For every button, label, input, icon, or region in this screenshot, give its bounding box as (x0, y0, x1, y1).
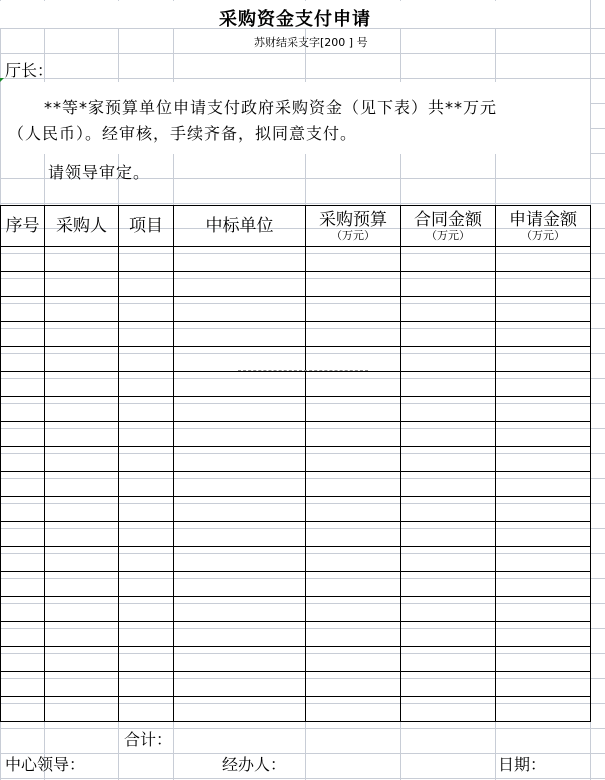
table-cell[interactable] (174, 297, 306, 322)
table-cell[interactable] (174, 497, 306, 522)
table-row (1, 422, 591, 447)
table-cell[interactable] (306, 497, 401, 522)
table-cell[interactable] (45, 472, 119, 497)
date-label: 日期： (498, 755, 547, 774)
table-cell[interactable] (496, 597, 591, 622)
table-cell[interactable] (45, 297, 119, 322)
table-cell[interactable] (174, 422, 306, 447)
table-cell[interactable] (496, 272, 591, 297)
table-row (1, 672, 591, 697)
table-cell[interactable] (401, 597, 496, 622)
table-cell[interactable] (45, 697, 119, 722)
table-cell[interactable] (1, 597, 45, 622)
table-cell[interactable] (306, 247, 401, 272)
table-cell[interactable] (306, 372, 401, 397)
table-cell[interactable] (174, 397, 306, 422)
table-cell[interactable] (306, 597, 401, 622)
col-header-budget: 采购预算 （万元） (306, 206, 401, 247)
table-row (1, 447, 591, 472)
col-header-purchaser: 采购人 (45, 206, 119, 247)
table-row (1, 647, 591, 672)
table-cell[interactable] (119, 497, 174, 522)
table-cell[interactable] (45, 322, 119, 347)
table-cell[interactable] (306, 572, 401, 597)
center-leader-label: 中心领导： (5, 755, 86, 774)
table-cell[interactable] (401, 272, 496, 297)
table-row (1, 622, 591, 647)
table-cell[interactable] (174, 572, 306, 597)
table-row (1, 697, 591, 722)
col-header-winning-bidder: 中标单位 (174, 206, 306, 247)
table-cell[interactable] (306, 672, 401, 697)
table-row (1, 472, 591, 497)
handler-label: 经办人： (222, 755, 287, 774)
table-cell[interactable] (496, 522, 591, 547)
review-request: 请领导审定。 (48, 163, 151, 182)
table-cell[interactable] (174, 322, 306, 347)
table-cell[interactable] (1, 422, 45, 447)
table-cell[interactable] (496, 322, 591, 347)
table-cell[interactable] (306, 297, 401, 322)
table-header-row (1, 206, 591, 247)
table-cell[interactable] (1, 547, 45, 572)
table-cell[interactable] (401, 247, 496, 272)
table-cell[interactable] (119, 247, 174, 272)
table-cell[interactable] (306, 397, 401, 422)
table-row (1, 497, 591, 522)
table-cell[interactable] (401, 497, 496, 522)
table-row (1, 572, 591, 597)
table-row (1, 347, 591, 372)
table-cell[interactable] (174, 597, 306, 622)
table-cell[interactable] (45, 622, 119, 647)
page-title: 采购资金支付申请 (219, 9, 371, 30)
table-cell[interactable] (119, 372, 174, 397)
table-cell[interactable] (401, 697, 496, 722)
page-break-dashed-line (238, 370, 368, 371)
table-cell[interactable] (1, 622, 45, 647)
table-cell[interactable] (119, 422, 174, 447)
cell-comment-marker (0, 78, 4, 82)
table-cell[interactable] (1, 647, 45, 672)
table-cell[interactable] (496, 697, 591, 722)
col-header-index: 序号 (1, 206, 45, 247)
table-cell[interactable] (496, 447, 591, 472)
gridline-row (0, 203, 605, 204)
table-cell[interactable] (45, 522, 119, 547)
document-number: 苏财结采支字[200 ] 号 (254, 36, 368, 49)
table-body (1, 247, 591, 722)
table-cell[interactable] (1, 247, 45, 272)
table-cell[interactable] (496, 397, 591, 422)
table-cell[interactable] (401, 572, 496, 597)
table-cell[interactable] (401, 372, 496, 397)
table-cell[interactable] (401, 297, 496, 322)
table-cell[interactable] (119, 272, 174, 297)
table-cell[interactable] (1, 572, 45, 597)
salutation: 厅长： (5, 61, 54, 80)
table-cell[interactable] (119, 572, 174, 597)
col-header-project: 项目 (119, 206, 174, 247)
table-cell[interactable] (1, 447, 45, 472)
table-row (1, 397, 591, 422)
table-row (1, 247, 591, 272)
table-cell[interactable] (45, 447, 119, 472)
table-cell[interactable] (174, 347, 306, 372)
table-cell[interactable] (119, 597, 174, 622)
table-cell[interactable] (174, 547, 306, 572)
table-cell[interactable] (496, 347, 591, 372)
table-cell[interactable] (496, 547, 591, 572)
table-cell[interactable] (401, 472, 496, 497)
table-cell[interactable] (1, 322, 45, 347)
table-cell[interactable] (401, 622, 496, 647)
table-cell[interactable] (174, 472, 306, 497)
table-cell[interactable] (119, 622, 174, 647)
table-cell[interactable] (306, 622, 401, 647)
table-cell[interactable] (174, 622, 306, 647)
table-cell[interactable] (174, 372, 306, 397)
table-cell[interactable] (1, 497, 45, 522)
table-cell[interactable] (496, 497, 591, 522)
table-cell[interactable] (496, 472, 591, 497)
table-cell[interactable] (401, 447, 496, 472)
table-cell[interactable] (401, 522, 496, 547)
table-cell[interactable] (119, 522, 174, 547)
table-cell[interactable] (45, 572, 119, 597)
table-cell[interactable] (401, 397, 496, 422)
table-cell[interactable] (306, 272, 401, 297)
table-cell[interactable] (119, 647, 174, 672)
table-cell[interactable] (45, 672, 119, 697)
table-cell[interactable] (401, 422, 496, 447)
payment-table (0, 205, 591, 722)
table-cell[interactable] (306, 322, 401, 347)
table-cell[interactable] (496, 247, 591, 272)
table-cell[interactable] (174, 522, 306, 547)
table-cell[interactable] (1, 472, 45, 497)
table-cell[interactable] (119, 322, 174, 347)
table-cell[interactable] (119, 697, 174, 722)
table-cell[interactable] (306, 522, 401, 547)
table-cell[interactable] (45, 422, 119, 447)
table-cell[interactable] (496, 422, 591, 447)
table-cell[interactable] (496, 372, 591, 397)
table-cell[interactable] (174, 672, 306, 697)
table-cell[interactable] (401, 322, 496, 347)
total-label: 合计： (124, 730, 173, 749)
col-header-contract-amount: 合同金额 （万元） (401, 206, 496, 247)
table-cell[interactable] (119, 297, 174, 322)
table-cell[interactable] (119, 672, 174, 697)
table-cell[interactable] (45, 372, 119, 397)
table-cell[interactable] (496, 572, 591, 597)
gridline-row (0, 53, 605, 54)
table-cell[interactable] (306, 347, 401, 372)
table-cell[interactable] (306, 547, 401, 572)
table-cell[interactable] (401, 672, 496, 697)
table-row (1, 297, 591, 322)
table-cell[interactable] (306, 422, 401, 447)
table-cell[interactable] (119, 472, 174, 497)
table-cell[interactable] (45, 647, 119, 672)
table-cell[interactable] (45, 497, 119, 522)
table-cell[interactable] (119, 397, 174, 422)
table-cell[interactable] (45, 597, 119, 622)
table-row (1, 372, 591, 397)
table-cell[interactable] (45, 247, 119, 272)
table-cell[interactable] (1, 522, 45, 547)
table-cell[interactable] (1, 272, 45, 297)
gridline-row (0, 728, 605, 729)
col-header-requested-amount: 申请金额 （万元） (496, 206, 591, 247)
table-cell[interactable] (401, 547, 496, 572)
table-cell[interactable] (496, 672, 591, 697)
table-row (1, 597, 591, 622)
table-cell[interactable] (1, 347, 45, 372)
table-cell[interactable] (496, 622, 591, 647)
request-text-line2: （人民币）。经审核，手续齐备，拟同意支付。 (8, 124, 358, 143)
table-cell[interactable] (45, 272, 119, 297)
table-cell[interactable] (45, 397, 119, 422)
table-row (1, 522, 591, 547)
table-cell[interactable] (119, 447, 174, 472)
table-cell[interactable] (174, 247, 306, 272)
table-cell[interactable] (496, 297, 591, 322)
gridline-row (0, 778, 605, 779)
table-cell[interactable] (1, 372, 45, 397)
table-cell[interactable] (45, 347, 119, 372)
table-cell[interactable] (174, 272, 306, 297)
table-cell[interactable] (1, 297, 45, 322)
table-cell[interactable] (174, 647, 306, 672)
table-cell[interactable] (306, 447, 401, 472)
table-cell[interactable] (174, 447, 306, 472)
table-cell[interactable] (1, 397, 45, 422)
table-row (1, 547, 591, 572)
gridline-row (0, 78, 605, 79)
table-row (1, 272, 591, 297)
table-row (1, 322, 591, 347)
table-cell[interactable] (496, 647, 591, 672)
table-cell[interactable] (119, 547, 174, 572)
table-cell[interactable] (401, 347, 496, 372)
request-text-line1: **等*家预算单位申请支付政府采购资金（见下表）共**万元 (44, 98, 498, 117)
table-cell[interactable] (1, 697, 45, 722)
table-cell[interactable] (45, 547, 119, 572)
table-cell[interactable] (1, 672, 45, 697)
table-cell[interactable] (174, 697, 306, 722)
table-cell[interactable] (119, 347, 174, 372)
table-cell[interactable] (306, 472, 401, 497)
table-cell[interactable] (306, 697, 401, 722)
table-cell[interactable] (401, 647, 496, 672)
table-cell[interactable] (306, 647, 401, 672)
